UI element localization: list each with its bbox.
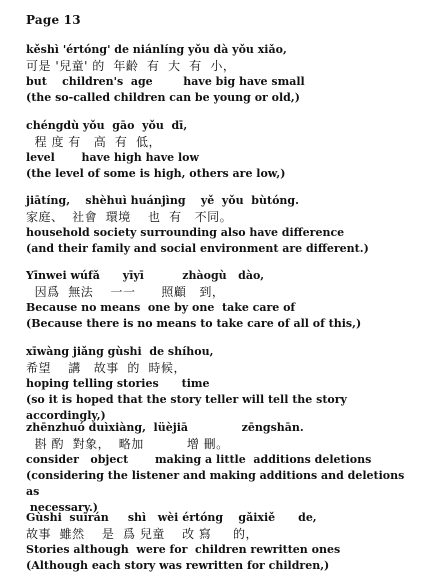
text-entry — [26, 118, 418, 182]
gloss-line: consider object making a little additions deletions — [26, 453, 372, 466]
text-entry — [26, 268, 418, 332]
translation-line: (so it is hoped that the story teller will tell the story accordingly,) — [26, 393, 347, 422]
text-entry — [26, 510, 418, 574]
chinese-line: 因爲 無法 一一 照顧 到， — [26, 285, 225, 299]
pinyin-line: Yīnwei wúfǎ yīyī zhàogù dào, — [26, 269, 265, 282]
pinyin-line: kěshì 'értóng' de niánlíng yǒu dà yǒu xiǎo, — [26, 43, 287, 56]
text-entry — [26, 420, 418, 516]
translation-line: (the so-called children can be young or old,) — [26, 91, 300, 104]
chinese-line: 程 度 有 高 有 低， — [26, 135, 161, 149]
pinyin-line: Gùshi suīrán shì wèi értóng gǎixiě de, — [26, 511, 317, 524]
chinese-line: 故事 雖然 是 爲 兒童 改 寫 的， — [26, 527, 258, 541]
pinyin-line: xīwàng jiǎng gùshi de shíhou, — [26, 345, 214, 358]
gloss-line: Stories although were for children rewritten ones — [26, 543, 341, 556]
translation-line: (Because there is no means to take care of all of this,) — [26, 317, 362, 330]
page-number: Page 13 — [26, 13, 81, 27]
pinyin-line: zhēnzhuó duìxiàng, lüèjiā zēngshān. — [26, 421, 304, 434]
gloss-line: hoping telling stories time — [26, 377, 210, 390]
gloss-line: level have high have low — [26, 151, 199, 164]
gloss-line: household society surrounding also have difference — [26, 226, 345, 239]
translation-line: (and their family and social environment are different.) — [26, 242, 369, 255]
chinese-line: 家庭、 社會 環境 也 有 不同。 — [26, 210, 233, 224]
translation-line: (Although each story was rewritten for children,) — [26, 559, 330, 572]
chinese-line: 可是 '兒童' 的 年齡 有 大 有 小， — [26, 59, 236, 73]
text-entry — [26, 193, 418, 257]
gloss-line: Because no means one by one take care of — [26, 301, 296, 314]
gloss-line: but children's age have big have small — [26, 75, 305, 88]
translation-line: (considering the listener and making additions and deletions as necessary.) — [26, 469, 405, 514]
text-entry — [26, 344, 418, 424]
chinese-line: 斟 酌 對象， 略加 增 刪。 — [26, 437, 229, 451]
translation-line: (the level of some is high, others are low,) — [26, 167, 286, 180]
text-entry — [26, 42, 418, 106]
pinyin-line: jiātíng, shèhuì huánjìng yě yǒu bùtóng. — [26, 194, 299, 207]
chinese-line: 希望 講 故事 的 時候， — [26, 361, 186, 375]
pinyin-line: chéngdù yǒu gāo yǒu dī, — [26, 119, 188, 132]
